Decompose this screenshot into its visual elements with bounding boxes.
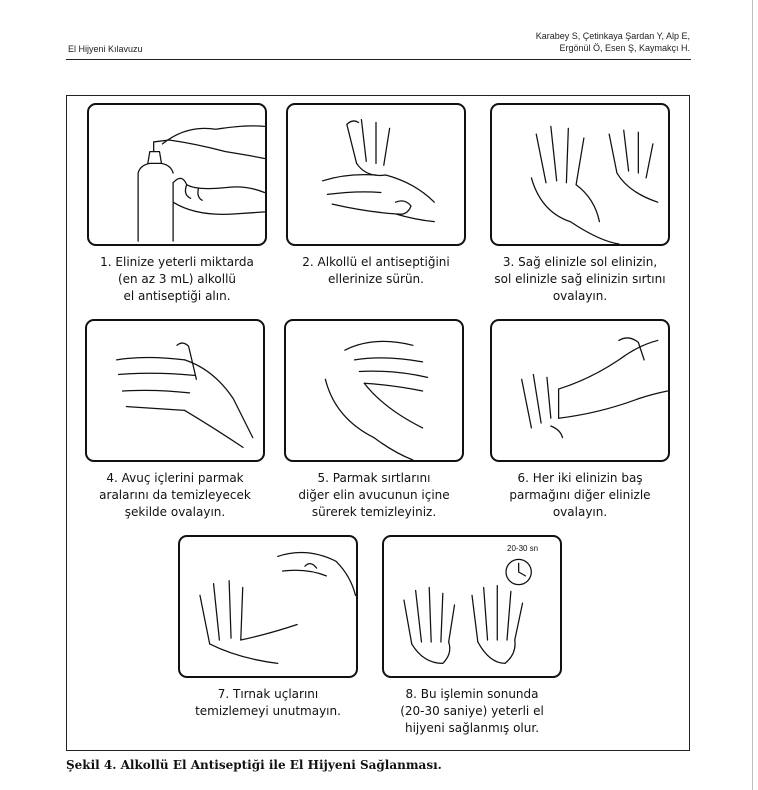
thumb-rub-icon [492,321,668,460]
step-4-illustration [85,319,265,462]
rub-palms-icon [288,105,464,244]
figure-caption: Şekil 4. Alkollü El Antiseptiği ile El Hijyeni Sağlanması. [66,758,442,772]
running-header-authors [536,30,690,54]
running-header-title: El Hijyeni Kılavuzu [68,44,143,54]
authors-line-1: Karabey S, Çetinkaya Şardan Y, Alp E, [535,31,690,41]
interlaced-fingers-icon [87,321,263,460]
clean-hands-clock-icon [384,537,560,676]
step-6-caption: 6. Her iki elinizin baş parmağını diğer elinizle ovalayın. [509,471,651,519]
authors-line-2: Ergönül Ö, Esen Ş, Kaymakçı H. [559,43,690,53]
back-of-hands-icon [492,105,668,244]
step-3-caption: 3. Sağ elinizle sol elinizin, sol elinizle sağ elinizin sırtını ovalayın. [494,255,666,303]
dispenser-hands-icon [89,105,265,244]
step-7-illustration [178,535,358,678]
step-3-illustration [490,103,670,246]
step-1-caption: 1. Elinize yeterli miktarda (en az 3 mL) alkollü el antiseptiği alın. [100,255,254,303]
finger-backs-icon [286,321,462,460]
step-2-illustration [286,103,466,246]
fingertips-icon [180,537,356,676]
step-5-caption: 5. Parmak sırtlarını diğer elin avucunun içine sürerek temizleyiniz. [298,471,450,519]
step-5-illustration [284,319,464,462]
step-2-caption: 2. Alkollü el antiseptiğini ellerinize sürün. [302,255,450,286]
step-4-caption: 4. Avuç içlerini parmak aralarını da temizleyecek şekilde ovalayın. [99,471,251,519]
step-6-illustration [490,319,670,462]
step-7-caption: 7. Tırnak uçlarını temizlemeyi unutmayın. [195,687,341,718]
header-rule [66,59,691,60]
step-8-caption: 8. Bu işlemin sonunda (20-30 saniye) yeterli el hijyeni sağlanmış olur. [400,687,544,735]
step-8-illustration [382,535,562,678]
timer-label: 20-30 sn [507,544,539,553]
step-1-illustration [87,103,267,246]
page-edge-line [752,0,753,790]
